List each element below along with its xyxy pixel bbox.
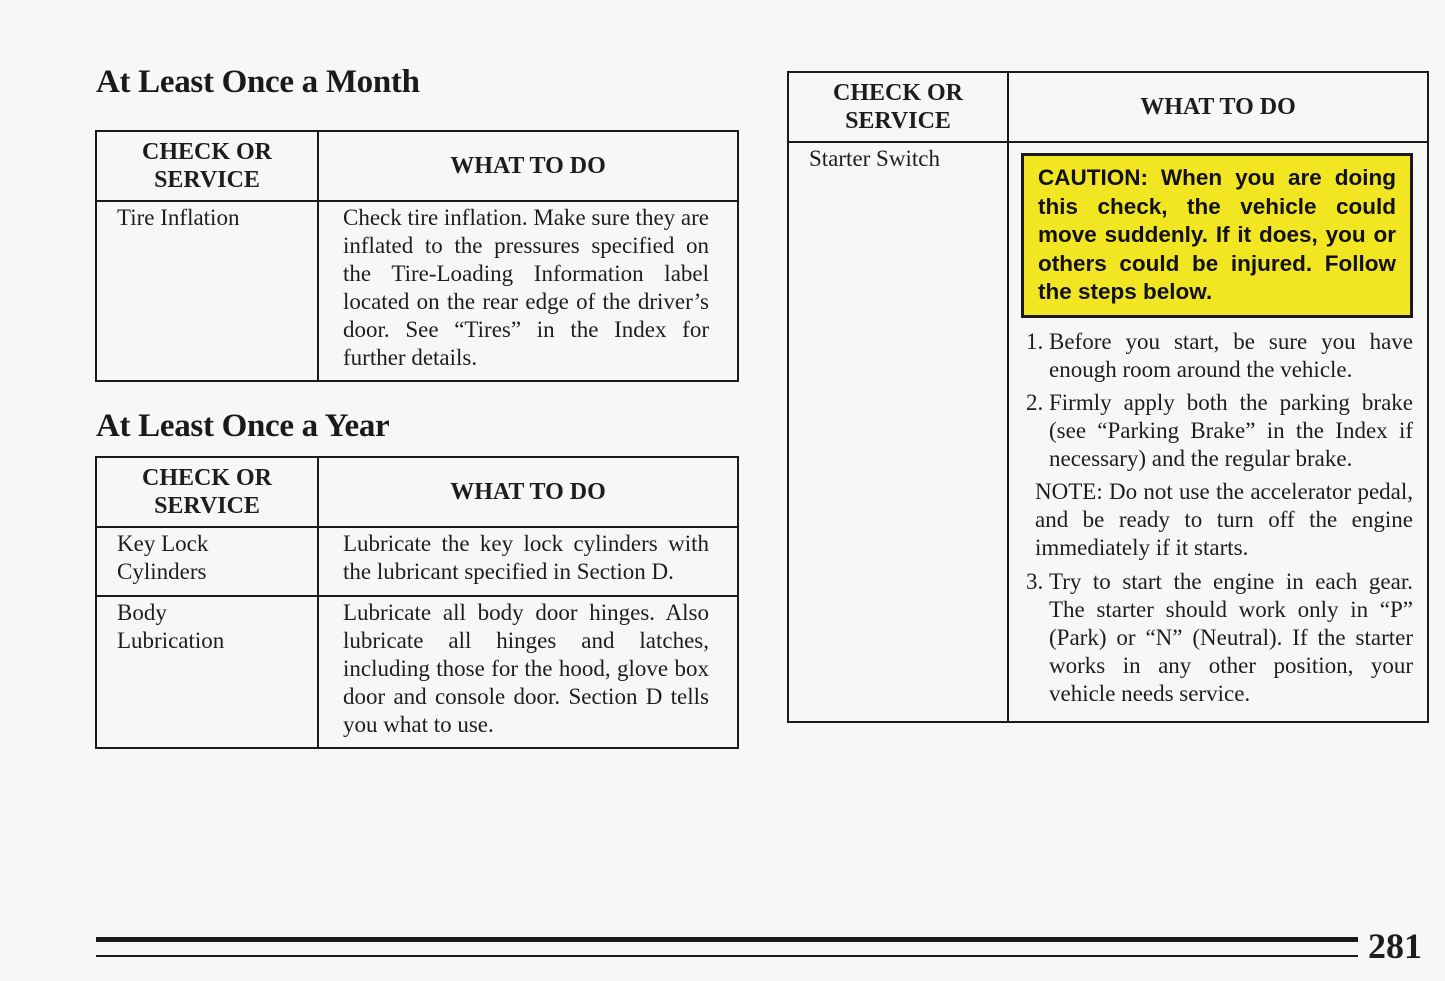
table-row <box>96 596 738 748</box>
steps-list <box>1021 568 1413 708</box>
monthly-heading: At Least Once a Month <box>96 64 420 100</box>
step-item: 2. Firmly apply both the parking brake (see “Parking Brake” in the Index if necessary) and the regular brake. <box>1049 389 1413 473</box>
monthly-table <box>95 130 739 382</box>
col-header-what: WHAT TO DO <box>1008 72 1428 142</box>
table-header-row <box>96 457 738 527</box>
service-item: Key Lock Cylinders <box>96 527 318 596</box>
service-item: Starter Switch <box>788 142 1008 722</box>
steps-list <box>1021 328 1413 473</box>
service-item: Body Lubrication <box>96 596 318 748</box>
col-header-what: WHAT TO DO <box>318 457 738 527</box>
table-row <box>96 201 738 381</box>
footer-rule <box>96 937 1358 942</box>
note-text: NOTE: Do not use the accelerator pedal, and be ready to turn off the engine immediately if it starts. <box>1035 478 1413 560</box>
table-row <box>96 527 738 596</box>
table-header-row <box>788 72 1428 142</box>
col-header-what: WHAT TO DO <box>318 131 738 201</box>
footer-rule-thin <box>96 955 1358 957</box>
service-instructions: Lubricate the key lock cylinders with the lubricant specified in Section D. <box>318 527 738 596</box>
step-item: 1. Before you start, be sure you have enough room around the vehicle. <box>1049 328 1413 384</box>
starter-instructions <box>1008 142 1428 722</box>
col-header-check: CHECK OR SERVICE <box>788 72 1008 142</box>
service-item: Tire Inflation <box>96 201 318 381</box>
col-header-check: CHECK OR SERVICE <box>96 457 318 527</box>
service-instructions: Lubricate all body door hinges. Also lubricate all hinges and latches, including those for the hood, glove box door and console door. Section D tells you what to use. <box>318 596 738 748</box>
col-header-check: CHECK OR SERVICE <box>96 131 318 201</box>
yearly-heading: At Least Once a Year <box>96 408 390 444</box>
starter-table <box>787 71 1429 723</box>
step-item: 3. Try to start the engine in each gear. The starter should work only in “P” (Park) or “N” (Neutral). If the starter works in any other position, your vehicle needs service. <box>1049 568 1413 708</box>
yearly-table <box>95 456 739 749</box>
table-header-row <box>96 131 738 201</box>
service-instructions: Check tire inflation. Make sure they are inflated to the pressures specified on the Tire-Loading Information label located on the rear edge of the driver’s door. See “Tires” in the Index for further details. <box>318 201 738 381</box>
page-number: 281 <box>1368 926 1422 966</box>
caution-box: CAUTION: When you are doing this check, the vehicle could move suddenly. If it does, you or others could be injured. Follow the steps below. <box>1021 153 1413 318</box>
table-row <box>788 142 1428 722</box>
